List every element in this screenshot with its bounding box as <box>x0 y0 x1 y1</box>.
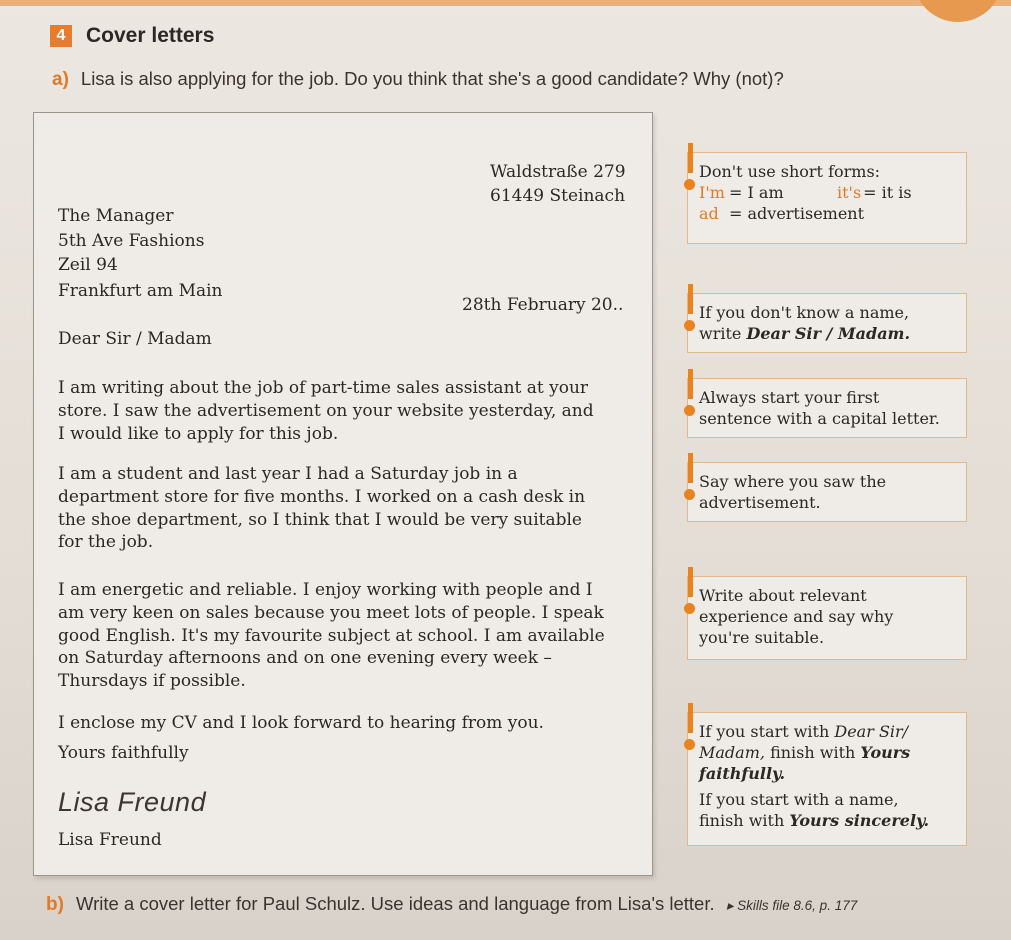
paragraph-line: department store for five months. I worked on a cash desk in <box>58 486 586 507</box>
tip-capital-letter <box>687 378 967 438</box>
short-form-row <box>699 182 956 203</box>
tip-line <box>699 742 956 763</box>
paragraph-line: Thursdays if possible. <box>58 671 246 692</box>
tip-pin-dot <box>684 489 695 500</box>
sender-city: 61449 Steinach <box>490 186 626 206</box>
tip-line <box>699 763 956 784</box>
closing: Yours faithfully <box>58 743 189 763</box>
paragraph-line: the shoe department, so I think that I would be very suitable <box>58 509 582 530</box>
tip-short-forms <box>687 152 967 244</box>
tip-line: sentence with a capital letter. <box>699 409 940 428</box>
long-form: = it is <box>863 183 912 202</box>
tip-bold: Yours <box>860 743 911 762</box>
recipient-line: Zeil 94 <box>58 255 118 275</box>
short-form: ad <box>699 204 719 223</box>
tip-line: If you don't know a name, <box>699 303 910 322</box>
tip-closing <box>687 712 967 846</box>
tip-text: finish with <box>770 743 856 762</box>
section-number: 4 <box>50 25 72 47</box>
letter-paragraph <box>58 579 648 693</box>
tip-emphasis: Madam, <box>699 743 765 762</box>
paragraph-line: I am energetic and reliable. I enjoy working with people and I <box>58 580 593 600</box>
tip-pin <box>688 567 693 597</box>
task-b-text: Write a cover letter for Paul Schulz. Use ideas and language from Lisa's letter. <box>75 893 715 914</box>
tip-line: you're suitable. <box>699 628 825 647</box>
task-a-text: Lisa is also applying for the job. Do you think that she's a good candidate? Why (not)? <box>80 68 784 89</box>
tip-emphasis: Dear Sir/ <box>834 722 909 741</box>
tip-text: If you start with <box>699 722 830 741</box>
tip-pin-dot <box>684 739 695 750</box>
tip-line <box>699 721 956 742</box>
tip-experience <box>687 576 967 660</box>
tip-line: Write about relevant <box>699 586 867 605</box>
tip-line: advertisement. <box>699 493 821 512</box>
tip-pin-dot <box>684 179 695 190</box>
task-b <box>46 893 857 916</box>
tip-line: Always start your first <box>699 388 880 407</box>
tip-text: finish with <box>699 811 785 830</box>
sender-street: Waldstraße 279 <box>490 162 626 182</box>
tip-emphasis: Dear Sir / Madam. <box>746 324 911 343</box>
tip-pin <box>688 453 693 483</box>
paragraph-line: I enclose my CV and I look forward to hearing from you. <box>58 713 544 733</box>
tip-text: write <box>699 324 742 343</box>
long-form: = I am <box>729 183 784 202</box>
tip-pin-dot <box>684 320 695 331</box>
salutation: Dear Sir / Madam <box>58 329 212 349</box>
tip-line: If you start with a name, <box>699 790 899 809</box>
paragraph-line: for the job. <box>58 532 154 553</box>
paragraph-line: am very keen on sales because you meet lots of people. I speak <box>58 602 604 623</box>
long-form: = advertisement <box>729 204 865 223</box>
tip-pin <box>688 369 693 399</box>
tip-line: Say where you saw the <box>699 472 887 491</box>
tip-line: experience and say why <box>699 607 894 626</box>
recipient-line: Frankfurt am Main <box>58 281 223 301</box>
printed-name: Lisa Freund <box>58 830 162 850</box>
recipient-line: 5th Ave Fashions <box>58 231 205 251</box>
paragraph-line: store. I saw the advertisement on your website yesterday, and <box>58 400 594 421</box>
short-form-row <box>699 203 956 224</box>
tip-pin-dot <box>684 405 695 416</box>
letter-paragraph <box>58 377 648 445</box>
tip-line <box>699 810 956 831</box>
tip-pin <box>688 703 693 733</box>
paragraph-line: I would like to apply for this job. <box>58 423 339 444</box>
tip-bold: faithfully. <box>699 764 786 783</box>
letter-paragraph <box>58 712 648 735</box>
tip-pin <box>688 284 693 314</box>
top-accent-line <box>0 0 1011 6</box>
tip-where-saw <box>687 462 967 522</box>
tip-unknown-name <box>687 293 967 353</box>
paragraph-line: I am writing about the job of part-time sales assistant at your <box>58 378 589 398</box>
short-form: I'm <box>699 183 725 202</box>
signature: Lisa Freund <box>58 787 207 817</box>
task-a-letter: a) <box>52 69 69 90</box>
task-a <box>52 68 784 91</box>
letter-paragraph <box>58 463 648 554</box>
tip-title: Don't use short forms: <box>699 162 881 181</box>
tip-pin-dot <box>684 603 695 614</box>
paragraph-line: good English. It's my favourite subject at school. I am available <box>58 625 605 646</box>
task-b-letter: b) <box>46 894 64 915</box>
tip-pin <box>688 143 693 173</box>
cover-letter <box>33 112 653 876</box>
paragraph-line: on Saturday afternoons and on one evening every week – <box>58 648 552 669</box>
short-form: it's <box>837 183 862 202</box>
recipient-line: The Manager <box>58 206 174 226</box>
paragraph-line: I am a student and last year I had a Saturday job in a <box>58 464 518 484</box>
tip-line <box>699 323 956 344</box>
section-title: Cover letters <box>86 24 215 47</box>
tip-bold: Yours sincerely. <box>789 811 930 830</box>
skills-file-reference: ▸ Skills file 8.6, p. 177 <box>726 898 858 913</box>
section-heading <box>50 24 214 48</box>
letter-date: 28th February 20.. <box>462 295 624 315</box>
